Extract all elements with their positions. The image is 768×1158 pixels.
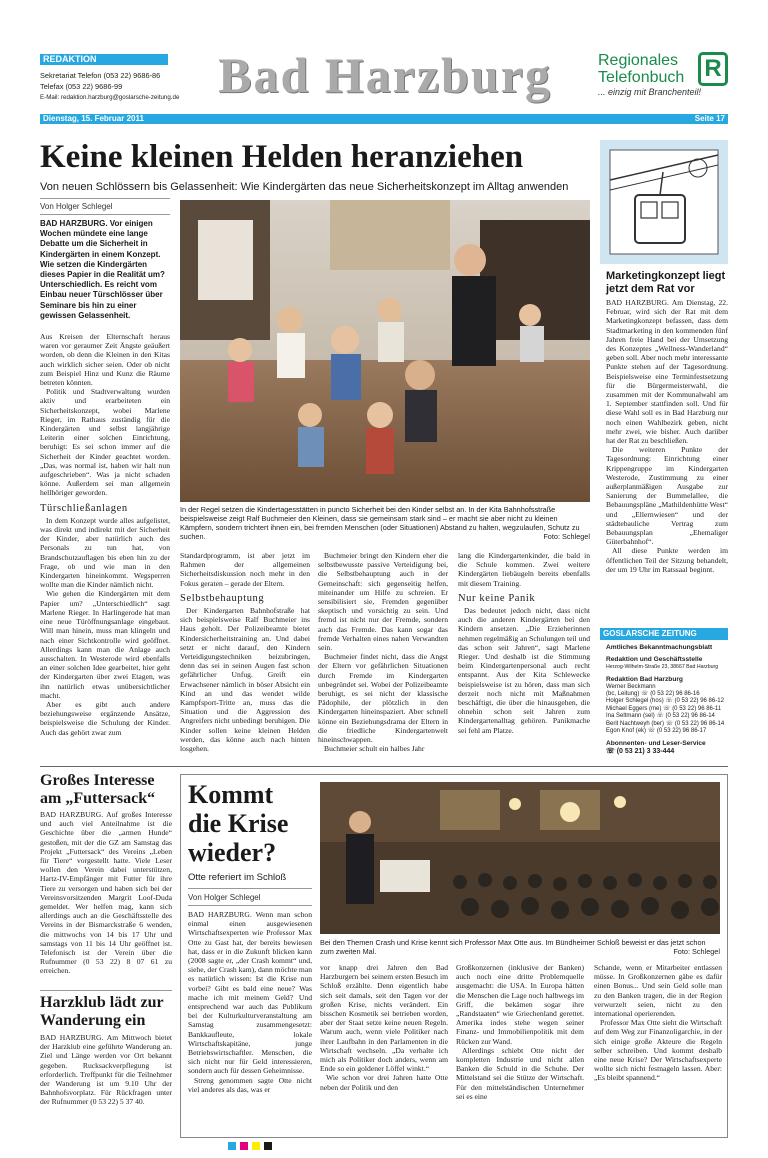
sidebar-illustration: [600, 140, 728, 264]
redaktion-address: Herzog-Wilhelm-Straße 23, 38667 Bad Harzburg: [606, 663, 719, 670]
paragraph: BAD HARZBURG. Am Mittwoch bietet der Harzklub eine geführte Wanderung an. Ziel und Länge werden vor Ort bekannt gegeben. Rucksackverpflegung ist erforderlich. Treffpunkt für die Teilnehmer der Wanderung ist um 9.10 Uhr der Bahnhofsvorplatz. Für Rückfragen unter der Rufnummer (0 53 22) 5 37 40.: [40, 1033, 172, 1107]
krise-subheadline: Otte referiert im Schloß: [188, 872, 287, 883]
telefonbuch-ad: [598, 52, 728, 108]
redaktion-title: Redaktion und Geschäftsstelle: [606, 656, 703, 664]
abo-phone: ☏ (0 53 21) 3 33-444: [606, 747, 675, 755]
paragraph: Die weiteren Punkte der Tagesordnung: Einrichtung einer Krippengruppe im Kindergarten Westerode, Zustimmung zu einer außerplanmäßigen Ausgabe zur Sanierung der Bummelallee, die Bebauungspläne „Mathildenhütte West“ und „Ellernwiesen“ und der städtebauliche Vertrag zum Bebauungsplan „Ehemaliger Güterbahnhof“.: [606, 445, 728, 547]
subhead-tuerschliessanlagen: Türschließanlagen: [40, 502, 128, 514]
telefonbuch-logo-icon: R: [698, 52, 728, 86]
cyan-mark: [228, 1142, 236, 1150]
team-member: Egon Knof (ek) ☏ (0 53 22) 96 86-17: [606, 728, 707, 735]
amtliches-label: Amtliches Bekanntmachungsblatt: [606, 644, 713, 651]
caption-text: Bei den Themen Crash und Krise kennt sich Professor Max Otte aus. Im Bündheimer Schloß beweist er das jetzt schon zum zweiten Mal.: [320, 938, 706, 956]
harzklub-article: [40, 1033, 172, 1107]
futtersack-headline: Großes Interesse am „Futtersack“: [40, 772, 156, 807]
paragraph: Politik und Stadtverwaltung wurden aktiv und erarbeiteten ein Sicherheitskonzept, wobei Marlene Rieger, im Rathaus zuständig für die Kindergärten und selbst langjährige Leiterin einer solchen Einrichtung, beruhigt: Es sei schon immer auf die Sicherheit der Kinder geachtet worden. „Das, was normal ist, haben wir halt nun aufgeschrieben“. Was ja nicht schaden könne. Außerdem sei man allgemein hellhöriger geworden.: [40, 387, 170, 498]
team-member: Ina Seltmann (sel) ☏ (0 53 22) 96 86-14: [606, 713, 715, 720]
paragraph: Großkonzernen (inklusive der Banken) auch noch eine dritte Problemquelle ausgemacht: die USA. In Europa hätten die Menschen die Lage noch halbwegs im Griff, die bekämen sogar ihre „Randstaaten“ wie Griechenland gerettet. Amerika indes stehe wegen seiner Finanz- und Immobilienpolitik mit dem Rücken zur Wand.: [456, 963, 584, 1046]
paragraph: Standardprogramm, ist aber jetzt im Rahmen der allgemeinen Sicherheitsdiskussion noch mehr in den Fokus geraten – gerade der Eltern.: [180, 551, 310, 588]
gondola-icon: [600, 140, 728, 264]
team-member: Holger Schlegel (hos) ☏ (0 53 22) 96 86-12: [606, 698, 724, 705]
paragraph: Buchmeier findet nicht, dass die Angst der Eltern vor gefährlichen Situationen durch Fremde im Kindergarten unbegründet sei. Wobei der Polizeibeamte beruhigt, es sei nicht der klassische Pädophile, der plötzlich in den Kindergarten hineinspaziert. Aber schnell könne ein Beziehungsdrama der Eltern in die friedliche Kindergartenwelt hineinschwappen.: [318, 652, 448, 745]
paragraph: In dem Konzept wurde alles aufgelistet, was direkt und indirekt mit der Sicherheit der Kinder, aber natürlich auch des Personals zu tun hat, von Brandschutzauflagen bis eben hin zu der Frage, ob und wie man in den Kindergarten hineinkommt. Wegsperren wollte man die Kinder nämlich nicht.: [40, 515, 170, 590]
lead-intro: BAD HARZBURG. Vor einigen Wochen mündete eine lange Debatte um die Sicherheit in Kindergärten in einem Konzept. Wie setzen die Kindergärten dieses Papier in die Realität um? Unterschiedlich. Es reicht vom Einbau neuer Türschlösser über Seminare bis hin zu einer gewissen Gelassenheit.: [40, 219, 165, 320]
paragraph: vor knapp drei Jahren den Bad Harzburgern bei seinem ersten Besuch im Schloß erzählte. Denn eigentlich habe sich seit damals, seit den Tagen vor der großen Krise, nichts verändert. Ein bisschen Kosmetik sei betrieben worden, aber der Staat setze keine neuen Regeln. Warum auch, wenn viele Politiker nach ihrer Laufbahn in den Parlamenten in die Wirtschaft wechseln. „Da verhalte ich mich als Politiker doch anders, wenn am Ende so ein goldener Löffel winkt.“: [320, 963, 448, 1074]
paragraph: BAD HARZBURG. Wenn man schon einmal einen ausgewiesenen Wirtschaftsexperten wie Professor Max Otte zu Gast hat, der bereits bewiesen hat, dass er in die Zukunft blicken kann (2008 sagte er, „der Crash kommt“ und, siehe, der Crash kam), dann möchte man es natürlich wissen: Ist die Krise nun vorbei? Gibt es bald eine neue? Was mache ich mit meinem Geld? Und entsprechend war auch das Publikum bei der Kulturkulturveranstaltung am Samstag zusammengesetzt: Bankkaufleute, lokale Wirtschaftskapitäne, junge Betriebswirtschaftler. Menschen, die sich nicht nur für Geld interessieren, sondern auch für dessen Geheimnisse.: [188, 910, 312, 1076]
telefonbuch-tagline: ... einzig mit Branchenteil!: [598, 87, 702, 97]
caption-text: In der Regel setzen die Kindertagesstätten in puncto Sicherheit bei den Kinder selbst an. In der Kita Bahnhofsstraße beispielsweise zeigt Ralf Buchmeier den Kleinen, dass sie gemeinsam stark sind – er macht sie aber nicht zu kleinen Kämpfern, sondern trichtert ihnen ein, bei fremden Menschen (oder Situationen) Abstand zu halten, wegzulaufen, Schutz zu suchen.: [180, 505, 580, 541]
futtersack-article: [40, 810, 172, 976]
marketing-article: [606, 298, 728, 574]
paragraph: Schande, wenn er Mitarbeiter entlassen müsse. In Großkonzernen gäbe es dafür einen Bonus... Und sein Geld solle man zu den Banken tragen, die in der Region verwurzelt seien, nicht zu den international operierenden.: [594, 963, 722, 1019]
paragraph: Wie schon vor drei Jahren hatte Otte neben der Politik und den: [320, 1073, 448, 1092]
paragraph: lang die Kindergartenkinder, die bald in die Schule kommen. Zwei weitere Kindergärten liebäugeln bereits ebenfalls mit diesem Training.: [458, 551, 590, 588]
black-mark: [264, 1142, 272, 1150]
krise-column-3: [456, 963, 584, 1101]
paragraph: Der Kindergarten Bahnhofstraße hat sich beispielsweise Ralf Buchmeier ins Haus geholt. Der Polizeibeamte bietet Kindersicherheitstraining an. Und dabei setzt er nicht darauf, den Kindern Verteidigungstechniken beizubringen, denn das sei in seinen Augen fast schon gefährlicher Unfug. Greift ein Erwachsener nämlich in böser Absicht ein Kind an und das wendet wilde Kampfsport-Tritte an, muss das die Situation und die Aggression des Angreifers nicht unbedingt beruhigen. Die Kinder sollen keine kleinen Helden werden, das könne auch nach hinten losgehen.: [180, 606, 310, 754]
photo-credit: Foto: Schlegel: [673, 947, 720, 956]
imprint: [606, 644, 728, 755]
krise-byline: Von Holger Schlegel: [188, 893, 261, 902]
photo-credit: Foto: Schlegel: [543, 532, 590, 541]
paragraph: Allerdings schiebt Otte nicht der kompletten Industrie und nicht allen Banken die Schuld in die Schuhe. Der Mittelstand sei die Stütze der Wirtschaft. Für den mittelständischen Unternehmer sei es eine: [456, 1045, 584, 1101]
paragraph: Professor Max Otte sieht die Wirtschaft auf dem Weg zur Finanzoligarchie, in der sich einige große Akteure die Regeln selber schreiben. Und kommt deshalb eine neue Krise? Der Wirtschaftsexperte wollte sich nicht festnageln lassen. Aber: „Es bleibt spannend.“: [594, 1018, 722, 1083]
page-number: Seite 17: [694, 114, 725, 123]
paragraph: All diese Punkte werden im öffentlichen Teil der Sitzung behandelt, der um 19 Uhr im Ratssaal beginnt.: [606, 546, 728, 574]
paragraph: Das bedeutet jedoch nicht, dass nicht auch die anderen Kindergärten bei den Kindern ansetzen. „Die Erzieherinnen nehmen regelmäßig an Schulungen teil und das schon seit Jahren“, sagt Marlene Rieger. Und deshalb ist die Stimmung beim Kindergartenpersonal auch recht entspannt. Aus der Kita Schleweckе beispielsweise ist zu hören, dass man sich derzeit noch nicht mit Maßnahmen beschäftigt, die über die hinausgehen, die ohnehin schon seit Jahren zum Kindergartenalltag gehören. Panikmache sei fehl am Platze.: [458, 606, 590, 735]
yellow-mark: [252, 1142, 260, 1150]
redaktion-contact: [40, 70, 179, 103]
abo-title: Abonnenten- und Leser-Service: [606, 740, 706, 748]
subhead-selbstbehauptung: Selbstbehauptung: [180, 592, 265, 604]
redaktion-email: E-Mail: redaktion.harzburg@goslarsche-zeitung.de: [40, 94, 180, 101]
paragraph: BAD HARZBURG. Auf großes Interesse und auch viel Anteilnahme ist die Geschichte über die „armen Hunde“ gestoßen, mit der die GZ am Samstag das Projekt „Futtersack“ des Vereins „Leben für Tiere“ vorgestellt hatte. Viele Leser wollen den Verein dabei unterstützen, Hartz-IV-Empfänger mit Futter für ihre Tiere zu versorgen und haben sich bei der Vereinsvorsitzenden Margrit Loof-Duda gemeldet. Wer helfen mag, kann sich allerdings auch an die Geschäftsstelle des Vereins in der Bismarckstraße 6 wenden, die mittwochs von 14 bis 17 Uhr und samstags von 11 bis 14 Uhr geöffnet ist. Telefonisch ist der Verein über die Rufnummer (0 53 22) 8 07 61 zu erreichen.: [40, 810, 172, 976]
lead-subheadline: Von neuen Schlössern bis Gelassenheit: Wie Kindergärten das neue Sicherheitskonzept im Alltag anwenden: [40, 181, 569, 193]
paragraph: Buchmeier bringt den Kindern eher die selbstbewusste passive Verteidigung bei, die Selbstbehauptung auch in der Gemeinschaft: sich gegenseitig helfen, miteinander um Hilfe zu schreien. Er sensibilisiert sie, Fremden gegenüber skeptisch und vorsichtig zu sein. Und fremd ist nicht nur der Fremde, sondern auch das Fremde. Das kann sogar das fremde Verhalten eines nahen Verwandten sein.: [318, 551, 448, 653]
telefonbuch-title-2: Telefonbuch: [598, 69, 685, 86]
lead-headline: Keine kleinen Helden heranziehen: [40, 139, 524, 175]
masthead: Bad Harzburg: [218, 47, 552, 103]
lead-column-2: [180, 551, 310, 753]
team-member: (bc, Leitung) ☏ (0 53 22) 96 86-16: [606, 691, 700, 698]
telefonbuch-title-1: Regionales: [598, 52, 679, 69]
kindergarten-photo: [180, 200, 590, 502]
paragraph: Wie gehen die Kindergärten mit dem Papier um? „Unterschiedlich“ sagt Marlene Rieger. In Harlingerode hat man eine neue Türöffnungsanlage eingebaut. Will man hinein, muss man klingeln und nach einer Sichtkontrolle wird geöffnet. Allerdings kann man die Anlage auch ausschalten. In Westerode wird ebenfalls an einer solchen Idee gearbeitet, hier geht der Kindergarten über zwei Etagen, was ihn natürlich etwas unübersichtlicher macht.: [40, 589, 170, 700]
krise-photo-caption: [320, 938, 720, 956]
paragraph: Aus Kreisen der Elternschaft heraus waren vor geraumer Zeit Ängste geäußert worden, ob denn die Kleinen in den Kitas auch wirklich sicher seien. Oder ob nicht zum Beispiel Hinz und Kunz die Räume betreten könnten.: [40, 332, 170, 388]
team-title: Redaktion Bad Harzburg: [606, 676, 683, 684]
otte-lecture-photo: [320, 782, 720, 934]
registration-marks: [228, 1142, 272, 1150]
team-member: Michael Eggers (me) ☏ (0 53 22) 96 86-11: [606, 705, 722, 712]
marketing-headline: Marketingkonzept liegt jetzt dem Rat vor: [606, 270, 726, 295]
paragraph: Buchmeier schult ein halbes Jahr: [324, 744, 425, 754]
krise-column-2: [320, 963, 448, 1092]
harzklub-headline: Harzklub lädt zur Wanderung ein: [40, 994, 164, 1029]
krise-column-4: [594, 963, 722, 1083]
krise-column-1: [188, 910, 312, 1094]
lead-photo-caption: [180, 505, 590, 541]
redaktion-label: REDAKTION: [40, 54, 168, 65]
krise-headline: Kommt die Krise wieder?: [188, 780, 289, 867]
lead-column-1: [40, 332, 170, 737]
date-bar: [40, 114, 728, 124]
paragraph: Aber es gibt auch andere beziehungsweise ergänzende Ansätze, beispielsweise die Schulung der Kinder. Auch das gehört zwar zum: [40, 699, 170, 737]
sekretariat-phone: Sekretariat Telefon (053 22) 9686-86: [40, 71, 161, 80]
lead-byline: Von Holger Schlegel: [40, 202, 113, 211]
subhead-nur-keine-panik: Nur keine Panik: [458, 592, 536, 604]
paragraph: Streng genommen sagte Otte nicht viel anderes als das, was er: [188, 1075, 312, 1094]
lead-column-4: [458, 551, 590, 735]
team-member: Berit Nachtweyh (ber) ☏ (0 53 22) 96 86-14: [606, 720, 725, 727]
issue-date: Dienstag, 15. Februar 2011: [43, 114, 144, 123]
team-member: Werner Beckmann: [606, 683, 656, 690]
paragraph: BAD HARZBURG. Am Dienstag, 22. Februar, wird sich der Rat mit dem Marketingkonzept befassen, dass dem Stadtmarketing in den kommenden fünf Jahren freie Hand bei der Umsetzung des Konzeptes „Wellness-Wanderland“ geben soll. Aber noch mehr interessante Punkte stehen auf der Tagesordnung. Beispielsweise eine Terminfestsetzung für die Bürgermeisterwahl, die zusammen mit der Kommunalwahl am 1. September stattfinden soll. Und für diese Wahl soll es in Bad Harzburg nur noch einen Wahlbezirk geben, nicht mehr zwei, wie bisher. Auch darüber hat der Rat zu beschließen.: [606, 298, 728, 446]
lead-column-3: [318, 551, 448, 753]
magenta-mark: [240, 1142, 248, 1150]
goslarsche-zeitung-banner: GOSLARSCHE ZEITUNG: [600, 628, 728, 640]
telefax: Telefax (053 22) 9686-99: [40, 82, 123, 91]
